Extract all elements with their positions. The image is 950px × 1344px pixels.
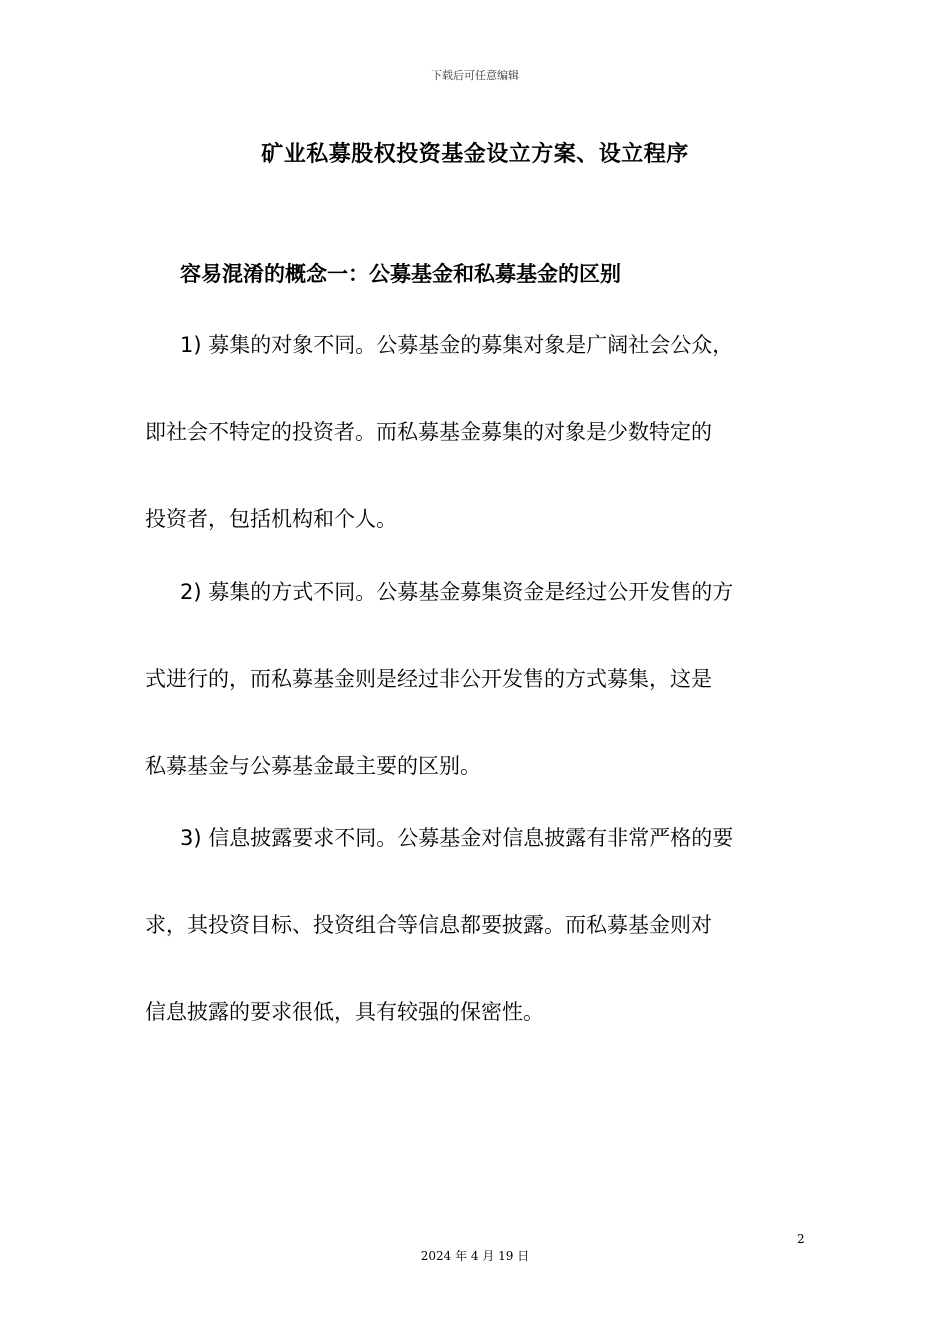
paragraph-1-line-1: 1) 募集的对象不同。公募基金的募集对象是广阔社会公众， (180, 333, 734, 357)
paragraph-2-line-1: 2) 募集的方式不同。公募基金募集资金是经过公开发售的方 (180, 580, 734, 604)
document-title: 矿业私募股权投资基金设立方案、设立程序 (261, 142, 689, 167)
paragraph-1-line-3: 投资者，包括机构和个人。 (145, 507, 397, 531)
paragraph-2-line-2: 式进行的，而私募基金则是经过非公开发售的方式募集，这是 (145, 667, 712, 691)
paragraph-3-line-3: 信息披露的要求很低，具有较强的保密性。 (145, 1000, 544, 1024)
paragraph-3-line-1: 3) 信息披露要求不同。公募基金对信息披露有非常严格的要 (180, 826, 734, 850)
footer-date: 2024 年 4 月 19 日 (420, 1249, 530, 1263)
header-note: 下载后可任意编辑 (431, 69, 519, 82)
section-heading: 容易混淆的概念一：公募基金和私募基金的区别 (180, 262, 621, 286)
paragraph-2-line-3: 私募基金与公募基金最主要的区别。 (145, 754, 481, 778)
paragraph-1-line-2: 即社会不特定的投资者。而私募基金募集的对象是少数特定的 (145, 420, 712, 444)
page-number: 2 (797, 1232, 805, 1246)
paragraph-3-line-2: 求，其投资目标、投资组合等信息都要披露。而私募基金则对 (145, 913, 712, 937)
